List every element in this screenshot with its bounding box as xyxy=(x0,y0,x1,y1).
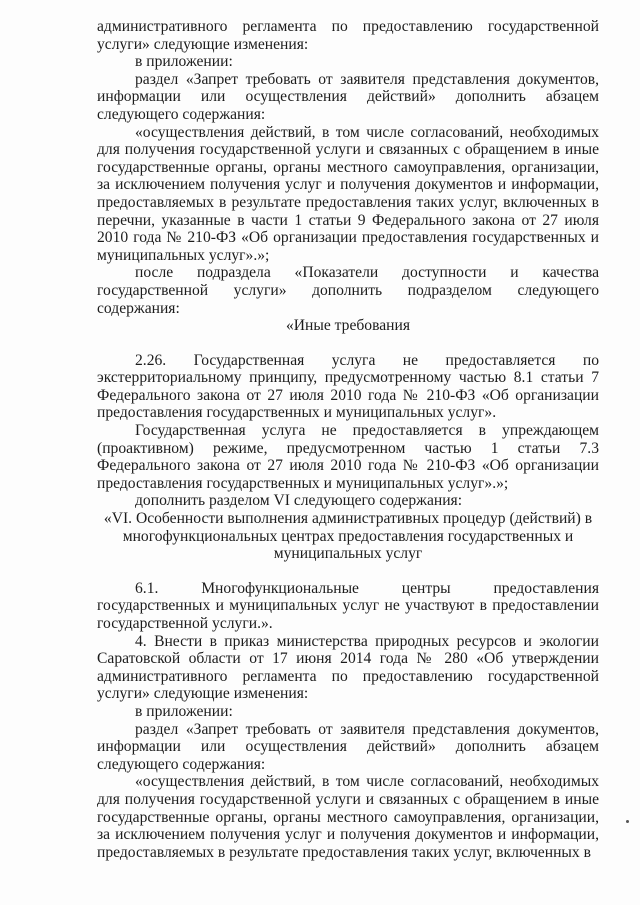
paragraph-section-prohibition: раздел «Запрет требовать от заявителя представления документов, информации или осуществления действий» дополнить абзацем следующего содержания: xyxy=(97,70,599,123)
document-body xyxy=(97,18,599,861)
paragraph-regulation-continuation: административного регламента по предоставлению государственной услуги» следующие изменения: xyxy=(97,18,599,53)
paragraph-actions-quote-2: «осуществления действий, в том числе согласований, необходимых для получения государственной услуги и связанных с обращением в иные государственные органы, органы местного самоуправления, организации, за исключением получения услуг и получения документов и информации, предоставляемых в результате предоставления таких услуг, включенных в xyxy=(97,773,599,861)
blank-line xyxy=(97,563,599,580)
paragraph-after-subsection: после подраздела «Показатели доступности и качества государственной услуги» дополнить подразделом следующего содержания: xyxy=(97,264,599,317)
scan-speck xyxy=(626,820,629,823)
paragraph-actions-quote: «осуществления действий, в том числе согласований, необходимых для получения государственной услуги и связанных с обращением в иные государственные органы, органы местного самоуправления, организации, за исключением получения услуг и получения документов и информации, предоставляемых в результате предоставления таких услуг, включенных в перечни, указанные в части 1 статьи 9 Федерального закона от 27 июля 2010 года № 210-ФЗ «Об организации предоставления государственных и муниципальных услуг».»; xyxy=(97,123,599,264)
section-vi-heading: «VI. Особенности выполнения административных процедур (действий) в многофункциональных центрах предоставления государственных и муниципальных услуг xyxy=(103,510,593,563)
subsection-heading-other-requirements: «Иные требования xyxy=(285,317,411,335)
paragraph-in-appendix: в приложении: xyxy=(135,53,233,71)
paragraph-in-appendix-2: в приложении: xyxy=(135,702,233,720)
paragraph-2-26: 2.26. Государственная услуга не предоставляется по экстерриториальному принципу, предусмотренному частью 8.1 статьи 7 Федерального закона от 27 июля 2010 года № 210-ФЗ «Об организации предоставления государственных и муниципальных услуг». xyxy=(97,351,599,422)
paragraph-proactive-mode: Государственная услуга не предоставляется в упреждающем (проактивном) режиме, предусмотренном частью 1 статьи 7.3 Федерального закона от 27 июля 2010 года № 210-ФЗ «Об организации предоставления государственных и муниципальных услуг».»; xyxy=(97,422,599,492)
paragraph-6-1: 6.1. Многофункциональные центры предоставления государственных и муниципальных услуг не участвуют в предоставлении государственной услуги.». xyxy=(97,579,599,632)
paragraph-section-prohibition-2: раздел «Запрет требовать от заявителя представления документов, информации или осуществления действий» дополнить абзацем следующего содержания: xyxy=(97,720,599,773)
paragraph-item-4: 4. Внести в приказ министерства природных ресурсов и экологии Саратовской области от 17 июня 2014 года № 280 «Об утверждении административного регламента по предоставлению государственной услуги» следующие изменения: xyxy=(97,632,599,703)
paragraph-add-section-vi: дополнить разделом VI следующего содержания: xyxy=(135,492,463,510)
blank-line xyxy=(97,335,599,352)
